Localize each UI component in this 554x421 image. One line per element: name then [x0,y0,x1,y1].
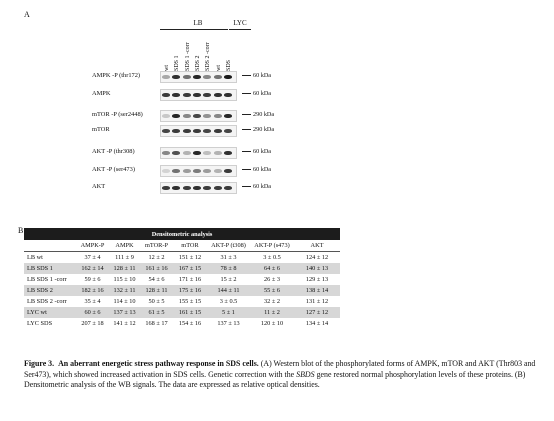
blot-band [193,129,201,133]
table-cell: 137 ± 13 [109,307,140,318]
blot-band [162,129,170,133]
table-row [24,252,340,264]
table-cell: 32 ± 2 [263,298,281,305]
blot-band [183,114,191,118]
panel-b-label: B [18,226,24,235]
blot-band [162,151,170,155]
blot-band [224,93,232,97]
blot-band [203,186,211,190]
row-label-cell: LB SDS 2 -corr [27,298,67,305]
densitometric-table [24,228,340,329]
blot-band [214,75,222,79]
blot-band [162,169,170,173]
table-cell: 59 ± 6 [84,276,101,283]
table-cell: 50 ± 5 [148,298,165,305]
kda-marker: 60 kDa [242,183,271,190]
blot-band [183,151,191,155]
lane-label: SDS 1 -corr [184,42,191,71]
row-label-cell: LB SDS 1 [24,263,76,274]
table-cell: 61 ± 5 [140,307,173,318]
table-cell: 111 ± 9 [115,254,134,261]
blot-band [203,114,211,118]
table-row [24,274,340,285]
table-cell: 5 ± 1 [207,307,250,318]
kda-marker: 60 kDa [242,72,271,79]
table-cell: 60 ± 6 [76,307,109,318]
group-label-lyc: LYC [233,19,247,27]
table-cell: 154 ± 16 [178,320,202,327]
kda-marker: 60 kDa [242,148,271,155]
kda-marker: 60 kDa [242,166,271,173]
blot-band [172,129,180,133]
blot-band [183,75,191,79]
table-cell: 141 ± 12 [113,320,136,327]
table-cell: 182 ± 16 [76,285,109,296]
table-cell: 127 ± 12 [294,307,340,318]
table-cell: 138 ± 14 [294,285,340,296]
table-cell: 137 ± 13 [217,320,240,327]
kda-marker: 290 kDa [242,111,274,118]
blot-band [203,129,211,133]
table-cell: 54 ± 6 [148,276,165,283]
blot-band [162,75,170,79]
table-cell: 55 ± 6 [250,285,294,296]
blot-band [224,75,232,79]
blot-band [172,186,180,190]
caption-fig-label: Figure 3. [24,359,55,368]
table-cell: 11 ± 2 [250,307,294,318]
blot-band [224,169,232,173]
row-label-cell: LB SDS 1 -corr [27,276,67,283]
table-column-header: AKT [294,240,340,252]
table-column-header [24,240,76,252]
group-line-lb [160,29,228,30]
blot-band [214,186,222,190]
table-column-header: AKT-P (t308) [207,240,250,252]
table-cell: 132 ± 11 [109,285,140,296]
panel-a-label: A [24,10,30,19]
caption-title: An aberrant energetic stress pathway response in SDS cells. [58,359,259,368]
blot-band [183,169,191,173]
caption-text-2: gene restored normal phosphorylation levels of these proteins. (B) Densitometric analysis of the WB signals. The data are expressed as relative optical densities. [24,369,526,390]
table-cell: 35 ± 4 [84,298,101,305]
lane-label: wt [215,65,222,71]
blot-band [183,93,191,97]
lane-label: SDS 2 -corr [205,42,212,71]
blot-band [172,93,180,97]
lane-label: SDS 2 [194,55,201,71]
row-label-cell: LYC SDS [27,320,53,327]
blot-band [224,186,232,190]
table-row [24,307,340,318]
blot-band [172,75,180,79]
table-cell: 161 ± 16 [140,263,173,274]
table-cell: 15 ± 2 [220,276,237,283]
table-cell: 26 ± 3 [263,276,281,283]
blot-band [193,169,201,173]
table-cell: 64 ± 6 [250,263,294,274]
table-cell: 162 ± 14 [76,263,109,274]
table-cell: 140 ± 13 [294,263,340,274]
blot-band [183,186,191,190]
blot-band [214,151,222,155]
table-cell: 128 ± 11 [140,285,173,296]
table-cell: 128 ± 11 [109,263,140,274]
blot-band [193,186,201,190]
blot-band [224,151,232,155]
lane-label: SDS 1 [174,55,181,71]
table-column-header: mTOR-P [140,240,173,252]
blot-band [162,114,170,118]
blot-band [193,151,201,155]
blot-band [203,75,211,79]
table-cell: 167 ± 15 [173,263,207,274]
caption-text-1: (A) Western blot of the phosphorylated forms of AMPK, mTOR and AKT (Thr803 and Ser473), which showed increased activation in SDS cells. Genetic correction with the [24,359,536,379]
caption-gene: SBDS [296,369,315,379]
blot-band [214,129,222,133]
blot-band [214,169,222,173]
table-row [24,296,340,307]
table-cell: 37 ± 4 [84,254,101,261]
table-cell: 78 ± 8 [207,263,250,274]
blot-row-label: AMPK -P (thr172) [92,72,141,79]
table-cell: 3 ± 0.5 [263,254,281,261]
row-label-cell: LB wt [27,254,43,261]
blot-band [183,129,191,133]
blot-band [193,75,201,79]
table-cell: 120 ± 10 [260,320,284,327]
blot-band [162,93,170,97]
table-cell: 129 ± 13 [305,276,329,283]
blot-band [193,93,201,97]
blot-band [214,93,222,97]
blot-row-label: AMPK [92,90,111,97]
table-cell: 155 ± 15 [178,298,202,305]
table-row [24,263,340,274]
blot-band [172,151,180,155]
table-title: Densitometric analysis [24,228,340,240]
table-cell: 134 ± 14 [305,320,329,327]
blot-band [203,93,211,97]
blot-band [172,114,180,118]
kda-marker: 290 kDa [242,126,274,133]
blot-row-label: AKT [92,183,106,190]
blot-band [214,114,222,118]
table-column-header: AMPK [109,240,140,252]
blot-band [172,169,180,173]
table-cell: 168 ± 17 [145,320,168,327]
table-cell: 3 ± 0.5 [219,298,238,305]
table-column-header: mTOR [173,240,207,252]
row-label-cell: LYC wt [24,307,76,318]
lane-label: SDS [225,59,232,71]
group-label-lb: LB [193,19,203,27]
blot-band [193,114,201,118]
blot-row-label: AKT -P (ser473) [92,166,135,173]
blot-row-label: mTOR -P (ser2448) [92,111,143,118]
table-cell: 151 ± 12 [178,254,202,261]
table-header-row [24,240,340,252]
kda-marker: 60 kDa [242,90,271,97]
blot-band [162,186,170,190]
table-cell: 124 ± 12 [305,254,329,261]
blot-band [224,114,232,118]
table-cell: 175 ± 16 [173,285,207,296]
table-column-header: AMPK-P [76,240,109,252]
table-cell: 12 ± 2 [148,254,165,261]
table-row [24,285,340,296]
table-row [24,318,340,329]
blot-row-label: AKT -P (thr308) [92,148,135,155]
table-cell: 114 ± 10 [113,298,136,305]
blot-band [203,151,211,155]
table-cell: 144 ± 11 [207,285,250,296]
figure-caption [24,359,536,391]
blot-row-label: mTOR [92,126,110,133]
table-column-header: AKT-P (s473) [250,240,294,252]
blot-band [203,169,211,173]
blot-band [224,129,232,133]
table-cell: 131 ± 12 [305,298,329,305]
table-cell: 171 ± 16 [178,276,202,283]
table-cell: 31 ± 3 [220,254,237,261]
table-cell: 115 ± 10 [113,276,136,283]
group-line-lyc [229,29,251,30]
row-label-cell: LB SDS 2 [24,285,76,296]
table-cell: 207 ± 18 [81,320,104,327]
table-cell: 161 ± 15 [173,307,207,318]
lane-label: wt [164,65,170,71]
